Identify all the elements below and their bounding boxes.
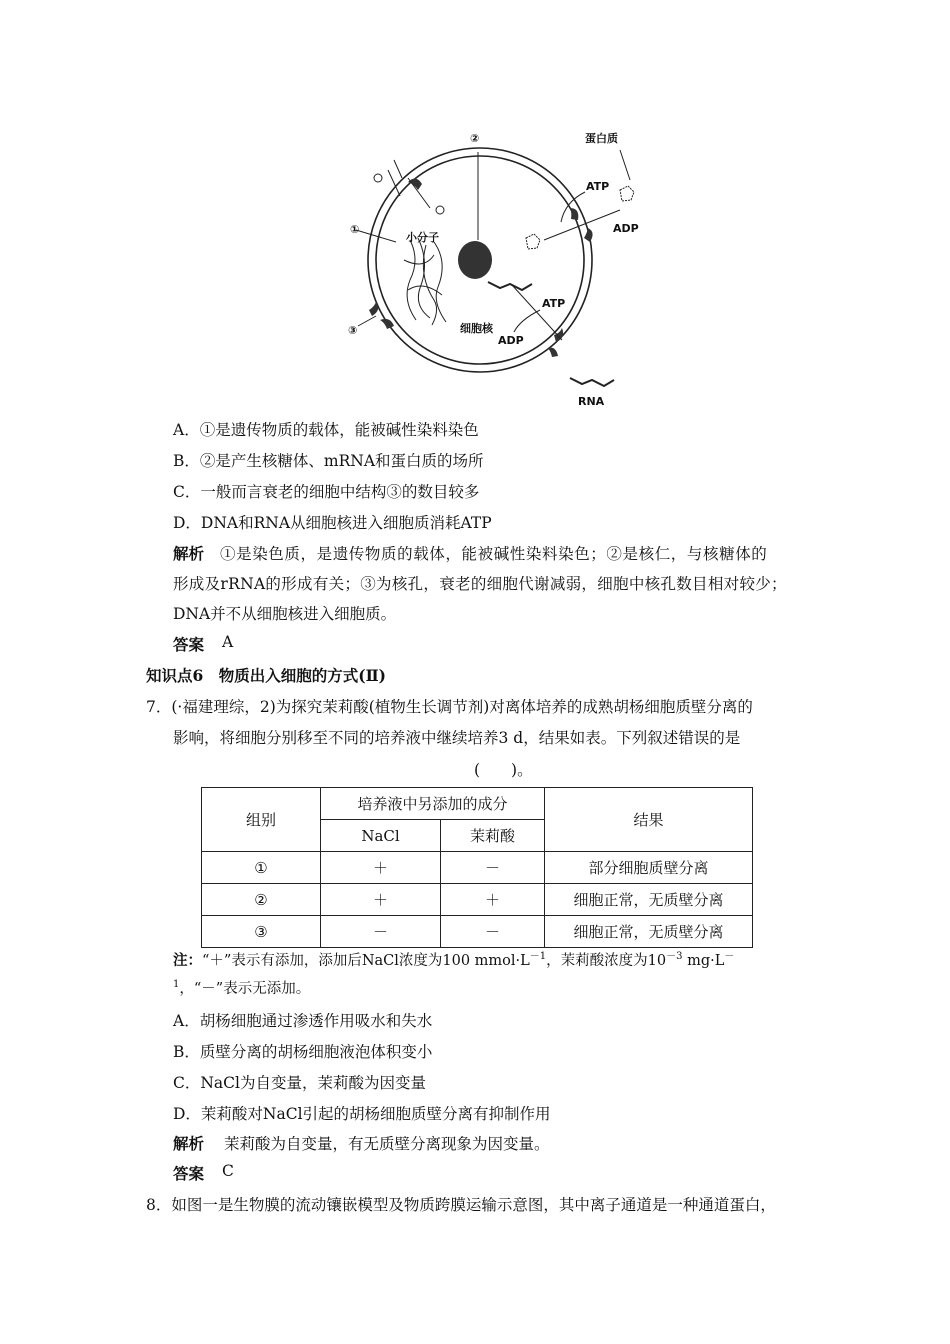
q6-option-b: B．②是产生核糖体、mRNA和蛋白质的场所 xyxy=(173,452,484,470)
cell-nucleus-diagram xyxy=(330,120,650,410)
nuclear-pore xyxy=(548,348,558,357)
table-row xyxy=(202,852,753,884)
label-small-molecule: 小分子 xyxy=(406,231,439,244)
note-sup-1: －1 xyxy=(529,951,547,962)
q7-answer: C xyxy=(222,1162,234,1180)
nuclear-pore xyxy=(369,302,378,316)
note-text-d: ，“－”表示无添加。 xyxy=(179,981,311,997)
q7-answer-label: 答案 xyxy=(173,1164,205,1183)
note-text-c: mg·L xyxy=(682,952,725,969)
protein-blob xyxy=(526,234,540,249)
q7-stem-line-2: 影响，将细胞分别移至不同的培养液中继续培养3 d，结果如表。下列叙述错误的是 xyxy=(173,729,741,747)
q7-note-line-2 xyxy=(173,977,310,998)
note-sup-2: －3 xyxy=(666,951,683,962)
q7-stem-line-1: 7．(·福建理综，2)为探究茉莉酸(植物生长调节剂)对离体培养的成熟胡杨细胞质壁分离的 xyxy=(146,698,753,716)
section-heading: 知识点6 物质出入细胞的方式(Ⅱ) xyxy=(146,666,387,685)
label-adp-2: ADP xyxy=(498,334,524,347)
nuclear-pore xyxy=(584,228,593,242)
q6-answer-label: 答案 xyxy=(173,635,205,654)
cell-result: 细胞正常，无质壁分离 xyxy=(545,884,753,916)
rna-chain xyxy=(570,378,614,386)
note-text-b: ，茉莉酸浓度为10 xyxy=(546,952,667,969)
q7-option-d: D．茉莉酸对NaCl引起的胡杨细胞质壁分离有抑制作用 xyxy=(173,1105,551,1123)
label-circle-1: ① xyxy=(350,223,360,236)
q7-analysis-label: 解析 xyxy=(173,1134,205,1153)
th-result: 结果 xyxy=(545,788,753,852)
q6-option-c: C．一般而言衰老的细胞中结构③的数目较多 xyxy=(173,483,480,501)
note-sup-4: 1 xyxy=(173,979,180,991)
th-added: 培养液中另添加的成分 xyxy=(321,788,545,820)
label-protein: 蛋白质 xyxy=(585,132,618,145)
table-row xyxy=(202,916,753,948)
note-sup-3: － xyxy=(724,951,735,962)
label-circle-3: ③ xyxy=(348,324,358,337)
protein-blob xyxy=(620,186,634,201)
nuclear-pore xyxy=(380,319,394,329)
nuclear-pore xyxy=(570,208,578,220)
q7-option-c: C．NaCl为自变量，茉莉酸为因变量 xyxy=(173,1074,426,1092)
label-nucleus: 细胞核 xyxy=(460,322,493,335)
q7-analysis: 茉莉酸为自变量，有无质壁分离现象为因变量。 xyxy=(224,1135,550,1153)
q7-answer-bracket: ( )。 xyxy=(474,761,533,779)
q7-option-b: B．质壁分离的胡杨细胞液泡体积变小 xyxy=(173,1043,433,1061)
q7-note-line-1 xyxy=(173,947,734,970)
nucleolus xyxy=(458,241,492,279)
cell-group: ② xyxy=(202,884,321,916)
label-atp-1: ATP xyxy=(586,180,610,193)
q6-analysis-label: 解析 xyxy=(173,544,205,563)
cell-result: 细胞正常，无质壁分离 xyxy=(545,916,753,948)
cell-group: ① xyxy=(202,852,321,884)
arrow xyxy=(512,285,562,340)
rna-chain xyxy=(488,282,532,290)
label-circle-2: ② xyxy=(470,132,480,145)
q7-option-a: A．胡杨细胞通过渗透作用吸水和失水 xyxy=(173,1012,433,1030)
th-group: 组别 xyxy=(202,788,321,852)
cell-jasmonic: － xyxy=(441,916,545,948)
chromatin xyxy=(404,238,446,325)
label-atp-2: ATP xyxy=(542,297,566,310)
cell-jasmonic: ＋ xyxy=(441,884,545,916)
th-nacl: NaCl xyxy=(321,820,441,852)
note-label: 注： xyxy=(173,951,202,969)
label-adp-1: ADP xyxy=(613,222,639,235)
table-row xyxy=(202,884,753,916)
results-table xyxy=(201,787,753,948)
q6-option-a: A．①是遗传物质的载体，能被碱性染料染色 xyxy=(173,421,479,439)
cell-nacl: ＋ xyxy=(321,852,441,884)
th-jasmonic: 茉莉酸 xyxy=(441,820,545,852)
q6-analysis-line-1: ①是染色质，是遗传物质的载体，能被碱性染料染色；②是核仁，与核糖体的 xyxy=(220,545,768,563)
q8-stem: 8．如图一是生物膜的流动镶嵌模型及物质跨膜运输示意图，其中离子通道是一种通道蛋白， xyxy=(146,1196,776,1214)
cell-jasmonic: － xyxy=(441,852,545,884)
cell-nacl: － xyxy=(321,916,441,948)
cell-group: ③ xyxy=(202,916,321,948)
q6-answer: A xyxy=(222,633,234,651)
cell-result: 部分细胞质壁分离 xyxy=(545,852,753,884)
q6-analysis-line-3: DNA并不从细胞核进入细胞质。 xyxy=(173,605,397,623)
label-rna: RNA xyxy=(578,395,605,408)
cell-nacl: ＋ xyxy=(321,884,441,916)
q6-option-d: D．DNA和RNA从细胞核进入细胞质消耗ATP xyxy=(173,514,492,532)
note-text-a: “＋”表示有添加，添加后NaCl浓度为100 mmol·L xyxy=(202,952,530,969)
q6-analysis-line-2: 形成及rRNA的形成有关；③为核孔，衰老的细胞代谢减弱，细胞中核孔数目相对较少； xyxy=(173,575,787,593)
